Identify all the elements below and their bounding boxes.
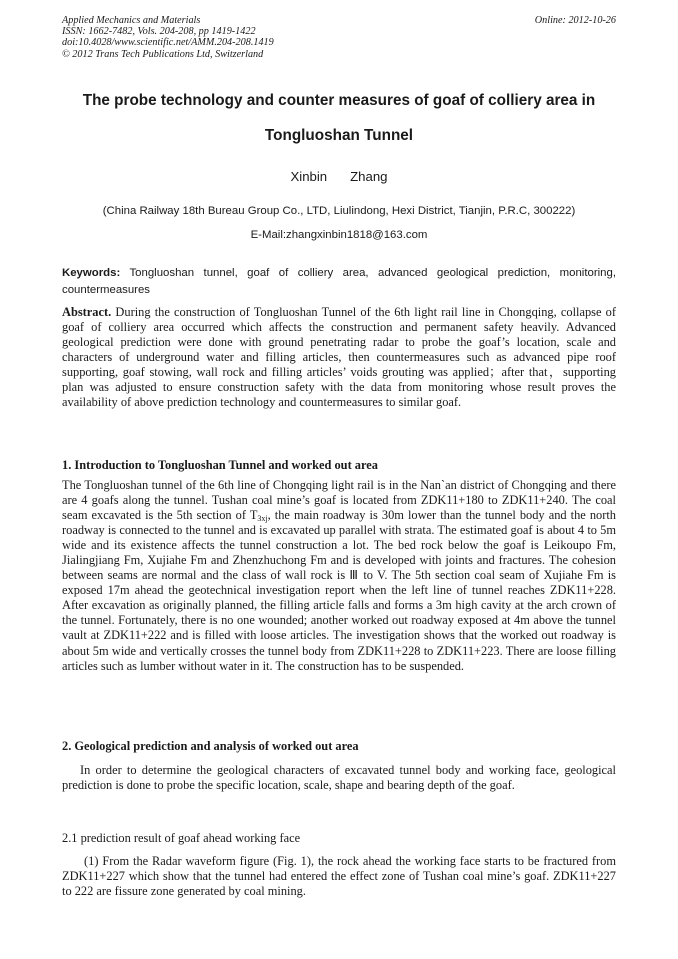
- copyright-line: © 2012 Trans Tech Publications Ltd, Switzerland: [62, 48, 264, 60]
- keywords-label: Keywords:: [62, 267, 121, 279]
- author-email[interactable]: E-Mail:zhangxinbin1818@163.com: [250, 229, 428, 241]
- journal-name: Applied Mechanics and Materials: [62, 15, 201, 26]
- section-2-paragraph: In order to determine the geological characters of excavated tunnel body and working face, geological prediction is done to probe the specific location, scale, shape and bearing depth of the goaf.: [62, 763, 616, 793]
- issn-line: ISSN: 1662-7482, Vols. 204-208, pp 1419-1422: [62, 26, 256, 38]
- paper-title-line-2: Tongluoshan Tunnel: [264, 127, 414, 144]
- section-1-paragraph: [62, 478, 616, 674]
- author-name: Xinbin Zhang: [290, 169, 388, 184]
- abstract-text: During the construction of Tongluoshan Tunnel of the 6th light rail line in Chongqing, collapse of goaf of colliery area occurred which affects the construction and permanent safety heavily. Advanced geological prediction were done with ground penetrating radar to probe the goaf’s location, scale and characters of underground water and filling articles, then countermeasures such as advanced pipe roof supporting, goaf stowing, wall rock and filling articles’ voids grouting was applied；after that，supporting plan was adjusted to ensure construction safety with the data from monitoring whose result proves the availability of above prediction technology and countermeasures to similar goaf.: [62, 305, 616, 410]
- online-date: Online: 2012-10-26: [534, 15, 616, 26]
- keywords: [62, 265, 616, 299]
- section-1-subscript: 3xj: [257, 514, 268, 524]
- keywords-text: Tongluoshan tunnel, goaf of colliery area, advanced geological prediction, monitoring, countermeasures: [62, 267, 616, 296]
- abstract-label: Abstract.: [62, 305, 112, 319]
- section-2-1-paragraph: (1) From the Radar waveform figure (Fig. 1), the rock ahead the working face starts to be fractured from ZDK11+227 which show that the tunnel had entered the effect zone of Tushan coal mine’s goaf. ZDK11+227 to 222 are fissure zone generated by coal mining.: [62, 854, 616, 899]
- section-1-text-part-1: The Tongluoshan tunnel of the 6th line of Chongqing light rail is in the Nan`an district of Chongqing and there are 4 goafs along the tunnel. Tushan coal mine’s goaf is located from ZDK11+180 to ZDK11+240. The coal seam excavated is the 5th section of T: [62, 478, 616, 523]
- section-2-1-heading: 2.1 prediction result of goaf ahead working face: [62, 831, 301, 845]
- paper-title-line-1: The probe technology and counter measures of goaf of colliery area in: [82, 92, 596, 109]
- section-1-text-part-2: , the main roadway is 30m lower than the tunnel body and the north roadway is connected to the tunnel and is excavated up parallel with strata. The estimated goaf is about 4 to 5m wide and its existence affects the tunnel construction a lot. The bed rock below the goaf is Leikoupo Fm, Jialingjiang Fm, Xujiahe Fm and Zhenzhuchong Fm and is developed with joints and fractures. The cohesion between seams are normal and the class of wall rock is Ⅲ to V. The 5th section coal seam of Xujiahe Fm is exposed 17m ahead the geotechnical investigation report when the left line of tunnel reaches ZDK11+228. After excavation as originally planned, the filling article falls and forms a 3m high cavity at the arch crown of the tunnel. Fortunately, there is no one wounded; another worked out roadway exposed at 4m above the tunnel vault at ZDK11+222 and is filled with loose articles. The investigation shows that the worked out roadway is about 5m wide and vertically crosses the tunnel body from ZDK11+228 to ZDK11+223. There are loose filling articles such as lumber without water in it. The construction has to be suspended.: [62, 508, 616, 673]
- journal-header: [62, 15, 616, 60]
- section-1-heading: 1. Introduction to Tongluoshan Tunnel and worked out area: [62, 458, 378, 472]
- abstract: [62, 305, 616, 410]
- doi-line[interactable]: doi:10.4028/www.scientific.net/AMM.204-208.1419: [62, 37, 274, 49]
- section-2-heading: 2. Geological prediction and analysis of worked out area: [62, 739, 359, 753]
- author-affiliation: (China Railway 18th Bureau Group Co., LTD, Liulindong, Hexi District, Tianjin, P.R.C, 300222): [102, 205, 576, 217]
